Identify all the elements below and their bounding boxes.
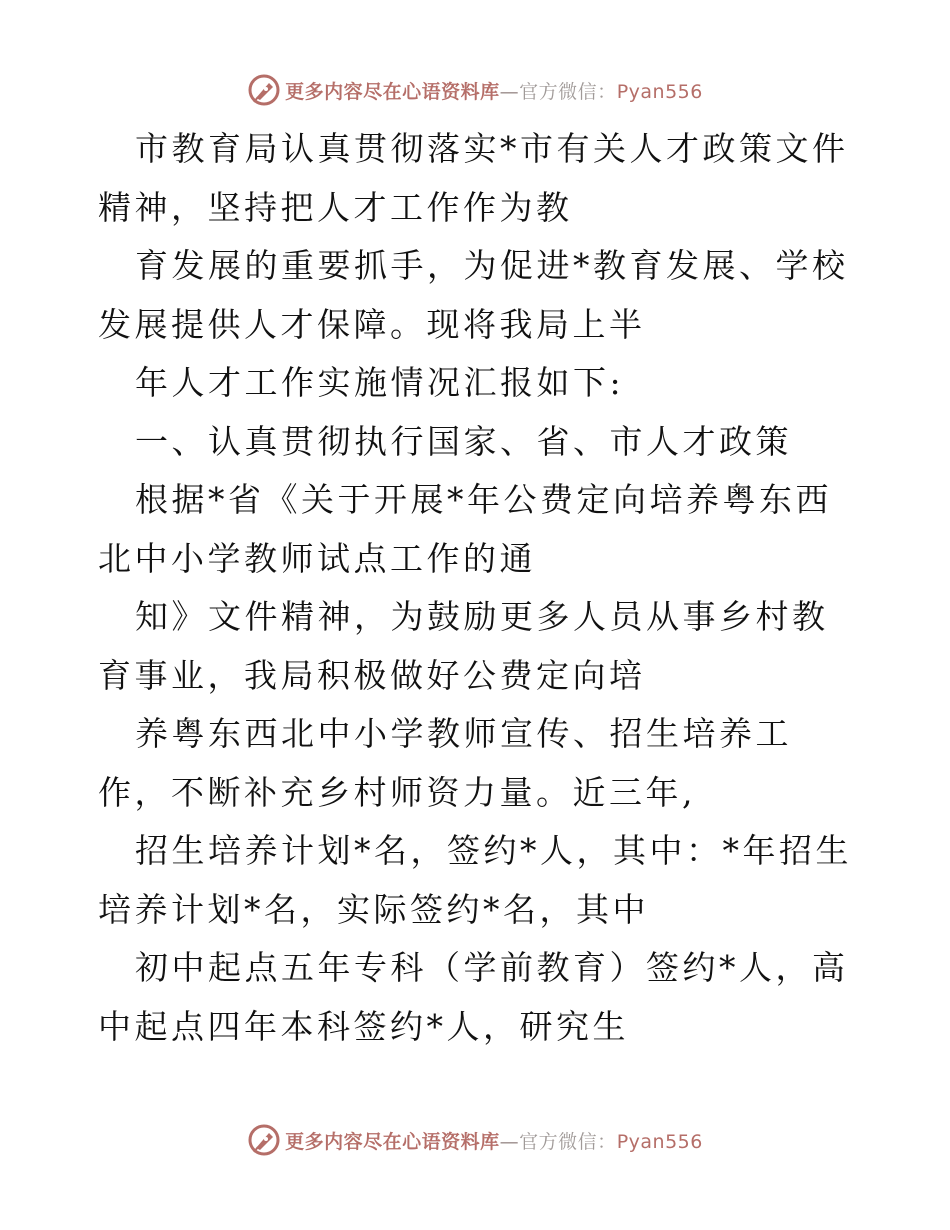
paragraph-4: 一、认真贯彻执行国家、省、市人才政策 <box>135 421 792 461</box>
paragraph-5: 根据*省《关于开展*年公费定向培养粤东西北中小学教师试点工作的通 <box>98 480 832 578</box>
watermark-wechat-label: 官方微信： <box>519 80 617 103</box>
pen-nib-logo-icon <box>247 1123 281 1157</box>
watermark-header <box>0 70 950 110</box>
paragraph-7: 养粤东西北中小学教师宣传、招生培养工作，不断补充乡村师资力量。近三年, <box>98 714 792 812</box>
paragraph-1: 市教育局认真贯彻落实*市有关人才政策文件精神，坚持把人才工作作为教 <box>98 129 849 227</box>
watermark-wechat-label: 官方微信： <box>519 1130 617 1153</box>
paragraph-3: 年人才工作实施情况汇报如下: <box>135 363 625 402</box>
watermark-separator: — <box>499 80 520 103</box>
paragraph-8: 招生培养计划*名，签约*人，其中：*年招生培养计划*名，实际签约*名，其中 <box>98 831 852 929</box>
paragraph-9: 初中起点五年专科（学前教育）签约*人，高中起点四年本科签约*人，研究生 <box>98 948 849 1046</box>
watermark-footer <box>0 1120 950 1160</box>
paragraph-2: 育发展的重要抓手，为促进*教育发展、学校发展提供人才保障。现将我局上半 <box>98 246 849 344</box>
watermark-main-text: 更多内容尽在心语资料库 <box>285 80 500 103</box>
pen-nib-logo-icon <box>247 73 281 107</box>
watermark-separator: — <box>499 1130 520 1153</box>
watermark-account: Pyan556 <box>616 80 703 103</box>
paragraph-6: 知》文件精神，为鼓励更多人员从事乡村教育事业，我局积极做好公费定向培 <box>98 597 829 695</box>
watermark-main-text: 更多内容尽在心语资料库 <box>285 1130 500 1153</box>
watermark-account: Pyan556 <box>616 1130 703 1153</box>
document-body <box>98 120 858 1056</box>
